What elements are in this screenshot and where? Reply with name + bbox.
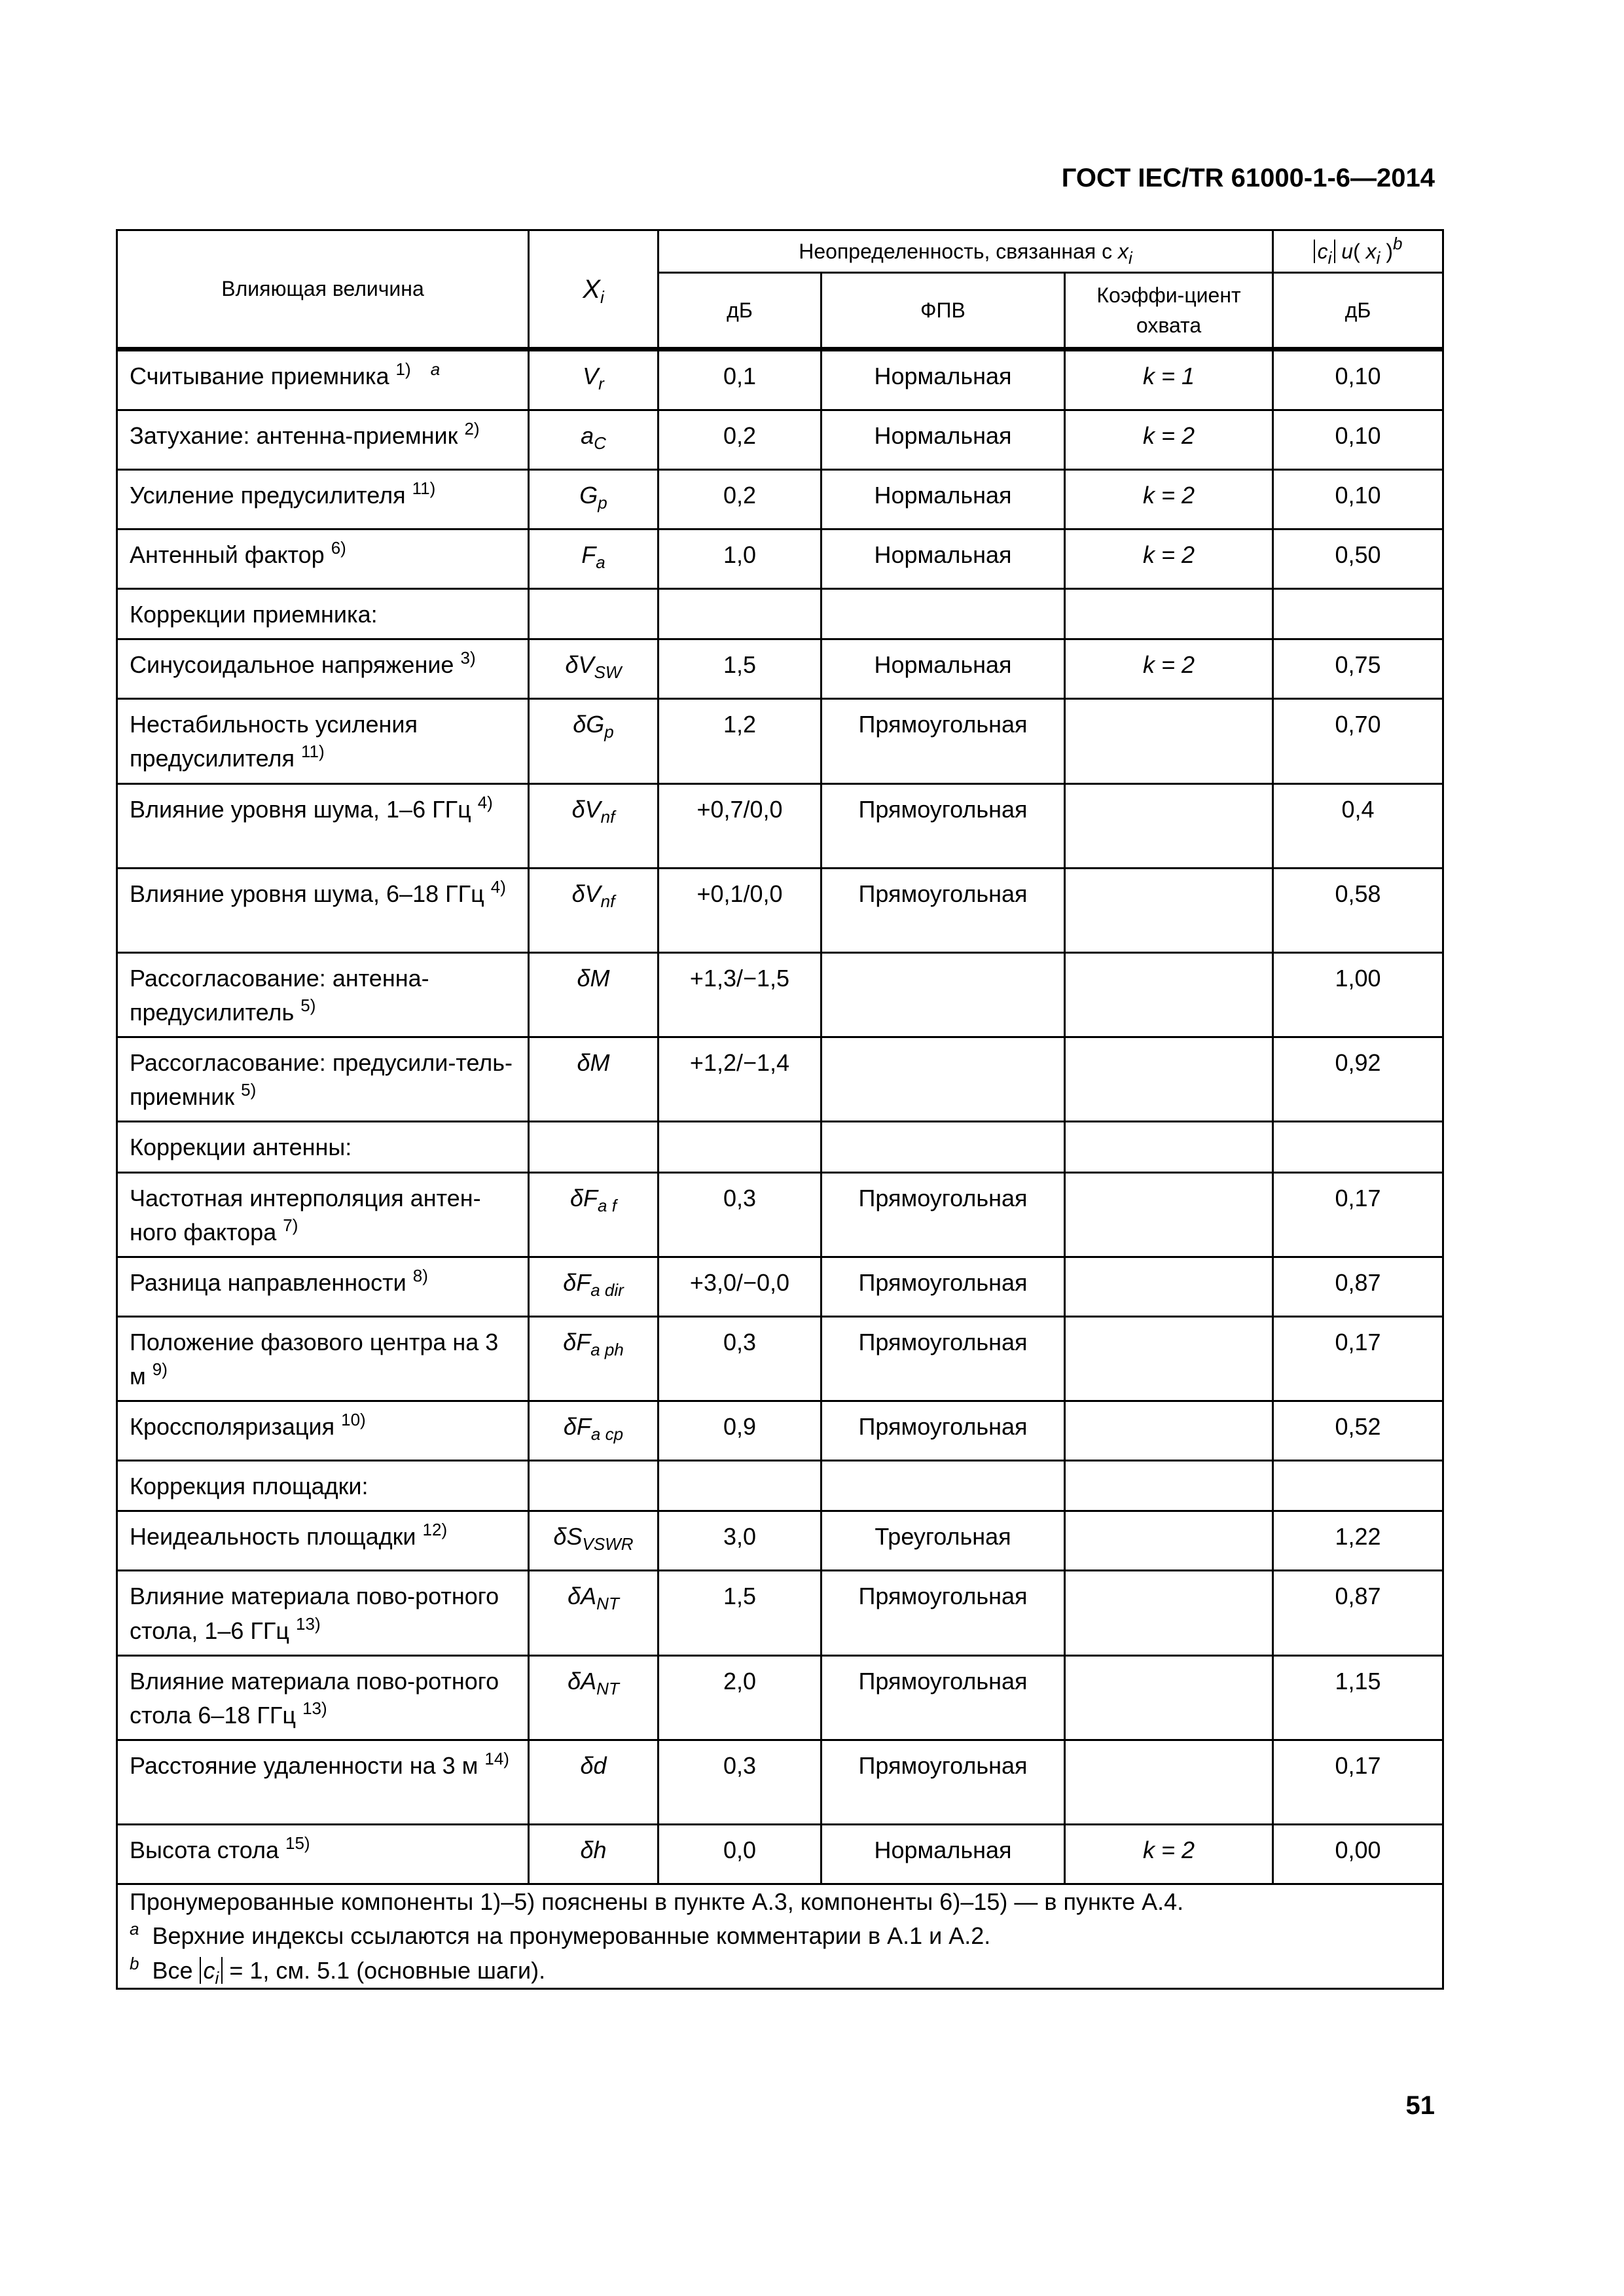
influence-name bbox=[117, 639, 529, 699]
coverage-factor bbox=[1065, 868, 1273, 952]
value-ci-u: 0,17 bbox=[1273, 1316, 1443, 1401]
table-row bbox=[117, 1257, 1443, 1316]
table-row bbox=[117, 1655, 1443, 1740]
influence-name-text: Высота стола bbox=[130, 1837, 279, 1864]
influence-name-text: Считывание приемника bbox=[130, 363, 389, 389]
symbol: δG bbox=[573, 711, 605, 738]
symbol-cell bbox=[529, 470, 659, 529]
symbol-cell bbox=[529, 410, 659, 470]
value-ci-u: 0,52 bbox=[1273, 1401, 1443, 1461]
symbol-cell bbox=[529, 1172, 659, 1257]
section-label: Коррекции приемника: bbox=[117, 589, 529, 639]
symbol: G bbox=[579, 482, 598, 509]
table-row bbox=[117, 1571, 1443, 1655]
value-ci-u: 0,10 bbox=[1273, 470, 1443, 529]
symbol-subscript: NT bbox=[596, 1678, 619, 1698]
coverage-factor bbox=[1065, 1257, 1273, 1316]
value-ci-u: 0,87 bbox=[1273, 1257, 1443, 1316]
table-row bbox=[117, 1511, 1443, 1571]
value-db: +1,2/−1,4 bbox=[659, 1037, 821, 1121]
distribution: Прямоугольная bbox=[821, 699, 1065, 783]
section-row bbox=[117, 589, 1443, 639]
table-row bbox=[117, 1172, 1443, 1257]
value-db: 0,2 bbox=[659, 410, 821, 470]
influence-name-text: Влияние материала пово-ротного стола, 1–6 ГГц bbox=[130, 1583, 499, 1644]
coverage-factor bbox=[1065, 1401, 1273, 1461]
symbol-subscript: p bbox=[598, 493, 607, 512]
influence-name bbox=[117, 1511, 529, 1571]
symbol-subscript: VSWR bbox=[582, 1534, 634, 1554]
value-ci-u: 0,58 bbox=[1273, 868, 1443, 952]
coverage-factor bbox=[1065, 952, 1273, 1037]
symbol-subscript: C bbox=[594, 433, 606, 453]
empty-cell bbox=[529, 589, 659, 639]
empty-cell bbox=[1065, 589, 1273, 639]
document-code: ГОСТ IEC/TR 61000-1-6—2014 bbox=[1061, 164, 1435, 192]
footnote-marker: 5) bbox=[300, 995, 316, 1015]
influence-name bbox=[117, 1172, 529, 1257]
symbol-subscript: p bbox=[604, 722, 614, 742]
coverage-factor bbox=[1065, 1037, 1273, 1121]
table-body bbox=[117, 350, 1443, 1884]
footnote-marker: 9) bbox=[152, 1359, 168, 1380]
note-line-1: Пронумерованные компоненты 1)–5) пояснены в пункте А.3, компоненты 6)–15) — в пункте А.4. bbox=[130, 1888, 1184, 1916]
footnote-letter: a bbox=[430, 359, 441, 379]
coverage-factor bbox=[1065, 699, 1273, 783]
value-ci-u: 0,10 bbox=[1273, 410, 1443, 470]
empty-cell bbox=[821, 1122, 1065, 1172]
coverage-factor bbox=[1065, 1172, 1273, 1257]
value-ci-u: 0,4 bbox=[1273, 783, 1443, 868]
section-label: Коррекция площадки: bbox=[117, 1461, 529, 1511]
symbol-cell bbox=[529, 699, 659, 783]
value-ci-u: 1,22 bbox=[1273, 1511, 1443, 1571]
footnote-marker: 3) bbox=[460, 648, 476, 668]
coverage-factor bbox=[1065, 783, 1273, 868]
symbol: δS bbox=[553, 1523, 583, 1551]
distribution: Прямоугольная bbox=[821, 783, 1065, 868]
symbol-subscript: a cp bbox=[590, 1424, 624, 1444]
influence-name bbox=[117, 699, 529, 783]
value-db: 0,0 bbox=[659, 1825, 821, 1884]
table-row bbox=[117, 639, 1443, 699]
empty-cell bbox=[529, 1461, 659, 1511]
footnote-marker: 14) bbox=[484, 1749, 509, 1769]
influence-name-text: Влияние материала пово-ротного стола 6–18 ГГц bbox=[130, 1667, 499, 1729]
value-db: 1,0 bbox=[659, 529, 821, 589]
coverage-factor bbox=[1065, 1655, 1273, 1740]
subheader-coverage-factor: Коэффи-циент охвата bbox=[1065, 273, 1273, 350]
value-ci-u: 0,17 bbox=[1273, 1172, 1443, 1257]
symbol-cell bbox=[529, 639, 659, 699]
table-row bbox=[117, 783, 1443, 868]
influence-name bbox=[117, 1740, 529, 1825]
empty-cell bbox=[1273, 589, 1443, 639]
coverage-factor bbox=[1065, 1740, 1273, 1825]
distribution: Нормальная bbox=[821, 1825, 1065, 1884]
symbol-cell bbox=[529, 529, 659, 589]
influence-name bbox=[117, 952, 529, 1037]
influence-name bbox=[117, 410, 529, 470]
footnote-marker: 11) bbox=[301, 742, 325, 762]
distribution: Прямоугольная bbox=[821, 1257, 1065, 1316]
subheader-fpv: ФПВ bbox=[821, 273, 1065, 350]
symbol: δV bbox=[571, 795, 601, 823]
note-line-2: $^a$ Верхние индексы ссылаются на пронумерованные комментарии в А.1 и А.2. bbox=[130, 1919, 991, 1950]
influence-name-text: Расстояние удаленности на 3 м bbox=[130, 1752, 478, 1780]
coverage-factor: k = 2 bbox=[1065, 470, 1273, 529]
table-row bbox=[117, 350, 1443, 410]
footnote-marker: 13) bbox=[296, 1613, 321, 1634]
value-db: 3,0 bbox=[659, 1511, 821, 1571]
value-ci-u: 0,75 bbox=[1273, 639, 1443, 699]
symbol: δV bbox=[571, 880, 601, 907]
coverage-factor bbox=[1065, 1511, 1273, 1571]
footnote-marker: 4) bbox=[490, 876, 506, 897]
coverage-factor: k = 2 bbox=[1065, 529, 1273, 589]
header-xi: $X_i$ bbox=[529, 230, 659, 350]
empty-cell bbox=[659, 1461, 821, 1511]
section-row bbox=[117, 1461, 1443, 1511]
symbol: δF bbox=[570, 1184, 598, 1211]
symbol-subscript: NT bbox=[596, 1594, 619, 1614]
symbol: δd bbox=[580, 1752, 607, 1780]
distribution: Нормальная bbox=[821, 639, 1065, 699]
subheader-db: дБ bbox=[659, 273, 821, 350]
symbol: V bbox=[583, 363, 599, 389]
influence-name bbox=[117, 1825, 529, 1884]
table-row bbox=[117, 868, 1443, 952]
value-db: +1,3/−1,5 bbox=[659, 952, 821, 1037]
value-db: 1,5 bbox=[659, 639, 821, 699]
value-ci-u: 0,00 bbox=[1273, 1825, 1443, 1884]
page-number: 51 bbox=[1405, 2091, 1435, 2120]
symbol-cell bbox=[529, 783, 659, 868]
empty-cell bbox=[1273, 1461, 1443, 1511]
symbol-subscript: a dir bbox=[590, 1280, 624, 1300]
symbol-subscript: a ph bbox=[590, 1339, 624, 1359]
distribution bbox=[821, 1037, 1065, 1121]
symbol-subscript: r bbox=[598, 374, 604, 393]
distribution: Нормальная bbox=[821, 410, 1065, 470]
coverage-factor: k = 2 bbox=[1065, 410, 1273, 470]
footnote-marker: 11) bbox=[412, 478, 436, 498]
distribution: Прямоугольная bbox=[821, 868, 1065, 952]
influence-name bbox=[117, 470, 529, 529]
influence-name bbox=[117, 1037, 529, 1121]
header-influence: Влияющая величина bbox=[117, 230, 529, 350]
symbol: δh bbox=[580, 1837, 607, 1864]
header-ci-u: $c_i$ u( $x_i$ )$^b$ bbox=[1273, 230, 1443, 273]
influence-name bbox=[117, 868, 529, 952]
symbol-subscript: SW bbox=[594, 662, 622, 683]
footnote-marker: 6) bbox=[331, 538, 346, 558]
empty-cell bbox=[1065, 1122, 1273, 1172]
influence-name-text: Синусоидальное напряжение bbox=[130, 651, 454, 679]
influence-name-text: Кроссполяризация bbox=[130, 1413, 335, 1441]
subheader-db-2: дБ bbox=[1273, 273, 1443, 350]
empty-cell bbox=[1273, 1122, 1443, 1172]
value-db: 0,2 bbox=[659, 470, 821, 529]
symbol-subscript: nf bbox=[600, 891, 615, 911]
influence-name-text: Влияние уровня шума, 6–18 ГГц bbox=[130, 880, 484, 907]
influence-name bbox=[117, 1316, 529, 1401]
footnote-marker: 4) bbox=[477, 792, 493, 812]
symbol-subscript: a f bbox=[598, 1195, 617, 1215]
influence-name bbox=[117, 1401, 529, 1461]
symbol-cell bbox=[529, 1571, 659, 1655]
symbol-cell bbox=[529, 1655, 659, 1740]
table-row bbox=[117, 1740, 1443, 1825]
influence-name-text: Антенный фактор bbox=[130, 541, 325, 568]
symbol-cell bbox=[529, 1511, 659, 1571]
influence-name-text: Рассогласование: антенна-предусилитель bbox=[130, 964, 429, 1026]
symbol-cell bbox=[529, 1037, 659, 1121]
influence-name bbox=[117, 529, 529, 589]
value-db: 0,1 bbox=[659, 350, 821, 410]
symbol-cell bbox=[529, 1825, 659, 1884]
symbol: δF bbox=[563, 1413, 591, 1441]
symbol-cell bbox=[529, 952, 659, 1037]
footnote-marker: 5) bbox=[241, 1080, 257, 1100]
value-db: 0,3 bbox=[659, 1172, 821, 1257]
influence-name-text: Усиление предусилителя bbox=[130, 482, 406, 509]
symbol: F bbox=[581, 541, 596, 568]
value-ci-u: 0,87 bbox=[1273, 1571, 1443, 1655]
distribution: Нормальная bbox=[821, 470, 1065, 529]
footnote-marker: 7) bbox=[283, 1215, 298, 1235]
footnote-marker: 15) bbox=[285, 1833, 310, 1854]
section-row bbox=[117, 1122, 1443, 1172]
footnote-marker: 10) bbox=[341, 1410, 366, 1430]
value-db: 0,9 bbox=[659, 1401, 821, 1461]
influence-name-text: Положение фазового центра на 3 м bbox=[130, 1328, 499, 1390]
symbol: δA bbox=[568, 1583, 597, 1610]
influence-name-text: Разница направленности bbox=[130, 1268, 406, 1296]
symbol: δF bbox=[563, 1328, 591, 1355]
symbol: δV bbox=[565, 651, 594, 679]
empty-cell bbox=[1065, 1461, 1273, 1511]
distribution: Прямоугольная bbox=[821, 1172, 1065, 1257]
symbol-cell bbox=[529, 350, 659, 410]
table-row bbox=[117, 699, 1443, 783]
symbol-subscript: nf bbox=[600, 806, 615, 827]
table-row bbox=[117, 1037, 1443, 1121]
value-db: 1,2 bbox=[659, 699, 821, 783]
distribution: Прямоугольная bbox=[821, 1401, 1065, 1461]
symbol-cell bbox=[529, 868, 659, 952]
table-row bbox=[117, 952, 1443, 1037]
value-db: +0,7/0,0 bbox=[659, 783, 821, 868]
value-db: +3,0/−0,0 bbox=[659, 1257, 821, 1316]
footnote-marker: 1) bbox=[395, 359, 411, 379]
distribution bbox=[821, 952, 1065, 1037]
coverage-factor bbox=[1065, 1316, 1273, 1401]
value-db: 0,3 bbox=[659, 1740, 821, 1825]
symbol-cell bbox=[529, 1740, 659, 1825]
coverage-factor: k = 2 bbox=[1065, 1825, 1273, 1884]
influence-name-text: Рассогласование: предусили-тель-приемник bbox=[130, 1049, 513, 1111]
footnote-marker: 13) bbox=[302, 1698, 327, 1718]
section-label: Коррекции антенны: bbox=[117, 1122, 529, 1172]
note-line-3: $^b$ Все $c_i = 1$, см. 5.1 (основные шаги). bbox=[130, 1953, 546, 1988]
value-ci-u: 0,50 bbox=[1273, 529, 1443, 589]
distribution: Прямоугольная bbox=[821, 1740, 1065, 1825]
value-ci-u: 0,92 bbox=[1273, 1037, 1443, 1121]
empty-cell bbox=[821, 1461, 1065, 1511]
empty-cell bbox=[821, 589, 1065, 639]
symbol: δA bbox=[568, 1667, 597, 1695]
symbol-subscript: a bbox=[596, 552, 605, 572]
influence-name-text: Неидеальность площадки bbox=[130, 1523, 416, 1551]
footnote-marker: 2) bbox=[464, 419, 480, 439]
value-db: +0,1/0,0 bbox=[659, 868, 821, 952]
symbol-cell bbox=[529, 1257, 659, 1316]
table-row bbox=[117, 470, 1443, 529]
influence-name-text: Частотная интерполяция антен-ного фактора bbox=[130, 1184, 481, 1246]
influence-name bbox=[117, 783, 529, 868]
empty-cell bbox=[659, 589, 821, 639]
footnote-marker: 12) bbox=[422, 1520, 448, 1540]
table-row bbox=[117, 1825, 1443, 1884]
influence-name-text: Затухание: антенна-приемник bbox=[130, 422, 458, 449]
header-uncertainty: Неопределенность, связанная с $x_i$ bbox=[659, 230, 1273, 273]
distribution: Нормальная bbox=[821, 529, 1065, 589]
distribution: Прямоугольная bbox=[821, 1655, 1065, 1740]
influence-name bbox=[117, 350, 529, 410]
value-ci-u: 0,10 bbox=[1273, 350, 1443, 410]
table-row bbox=[117, 529, 1443, 589]
value-ci-u: 0,70 bbox=[1273, 699, 1443, 783]
value-db: 0,3 bbox=[659, 1316, 821, 1401]
distribution: Треугольная bbox=[821, 1511, 1065, 1571]
footnote-marker: 8) bbox=[412, 1265, 428, 1285]
table-notes bbox=[117, 1884, 1443, 1989]
influence-name bbox=[117, 1257, 529, 1316]
value-ci-u: 1,00 bbox=[1273, 952, 1443, 1037]
influence-name-text: Нестабильность усиления предусилителя bbox=[130, 711, 418, 772]
empty-cell bbox=[659, 1122, 821, 1172]
distribution: Прямоугольная bbox=[821, 1571, 1065, 1655]
symbol: δF bbox=[563, 1268, 591, 1296]
influence-name bbox=[117, 1655, 529, 1740]
symbol: δM bbox=[577, 1049, 610, 1076]
value-db: 1,5 bbox=[659, 1571, 821, 1655]
influence-name bbox=[117, 1571, 529, 1655]
empty-cell bbox=[529, 1122, 659, 1172]
value-db: 2,0 bbox=[659, 1655, 821, 1740]
coverage-factor: k = 1 bbox=[1065, 350, 1273, 410]
distribution: Прямоугольная bbox=[821, 1316, 1065, 1401]
coverage-factor: k = 2 bbox=[1065, 639, 1273, 699]
symbol-cell bbox=[529, 1316, 659, 1401]
value-ci-u: 0,17 bbox=[1273, 1740, 1443, 1825]
table-row bbox=[117, 410, 1443, 470]
coverage-factor bbox=[1065, 1571, 1273, 1655]
value-ci-u: 1,15 bbox=[1273, 1655, 1443, 1740]
symbol-cell bbox=[529, 1401, 659, 1461]
table-row bbox=[117, 1316, 1443, 1401]
distribution: Нормальная bbox=[821, 350, 1065, 410]
symbol: δM bbox=[577, 964, 610, 992]
uncertainty-table bbox=[116, 229, 1444, 1990]
influence-name-text: Влияние уровня шума, 1–6 ГГц bbox=[130, 795, 471, 823]
symbol: a bbox=[581, 422, 594, 449]
table-row bbox=[117, 1401, 1443, 1461]
